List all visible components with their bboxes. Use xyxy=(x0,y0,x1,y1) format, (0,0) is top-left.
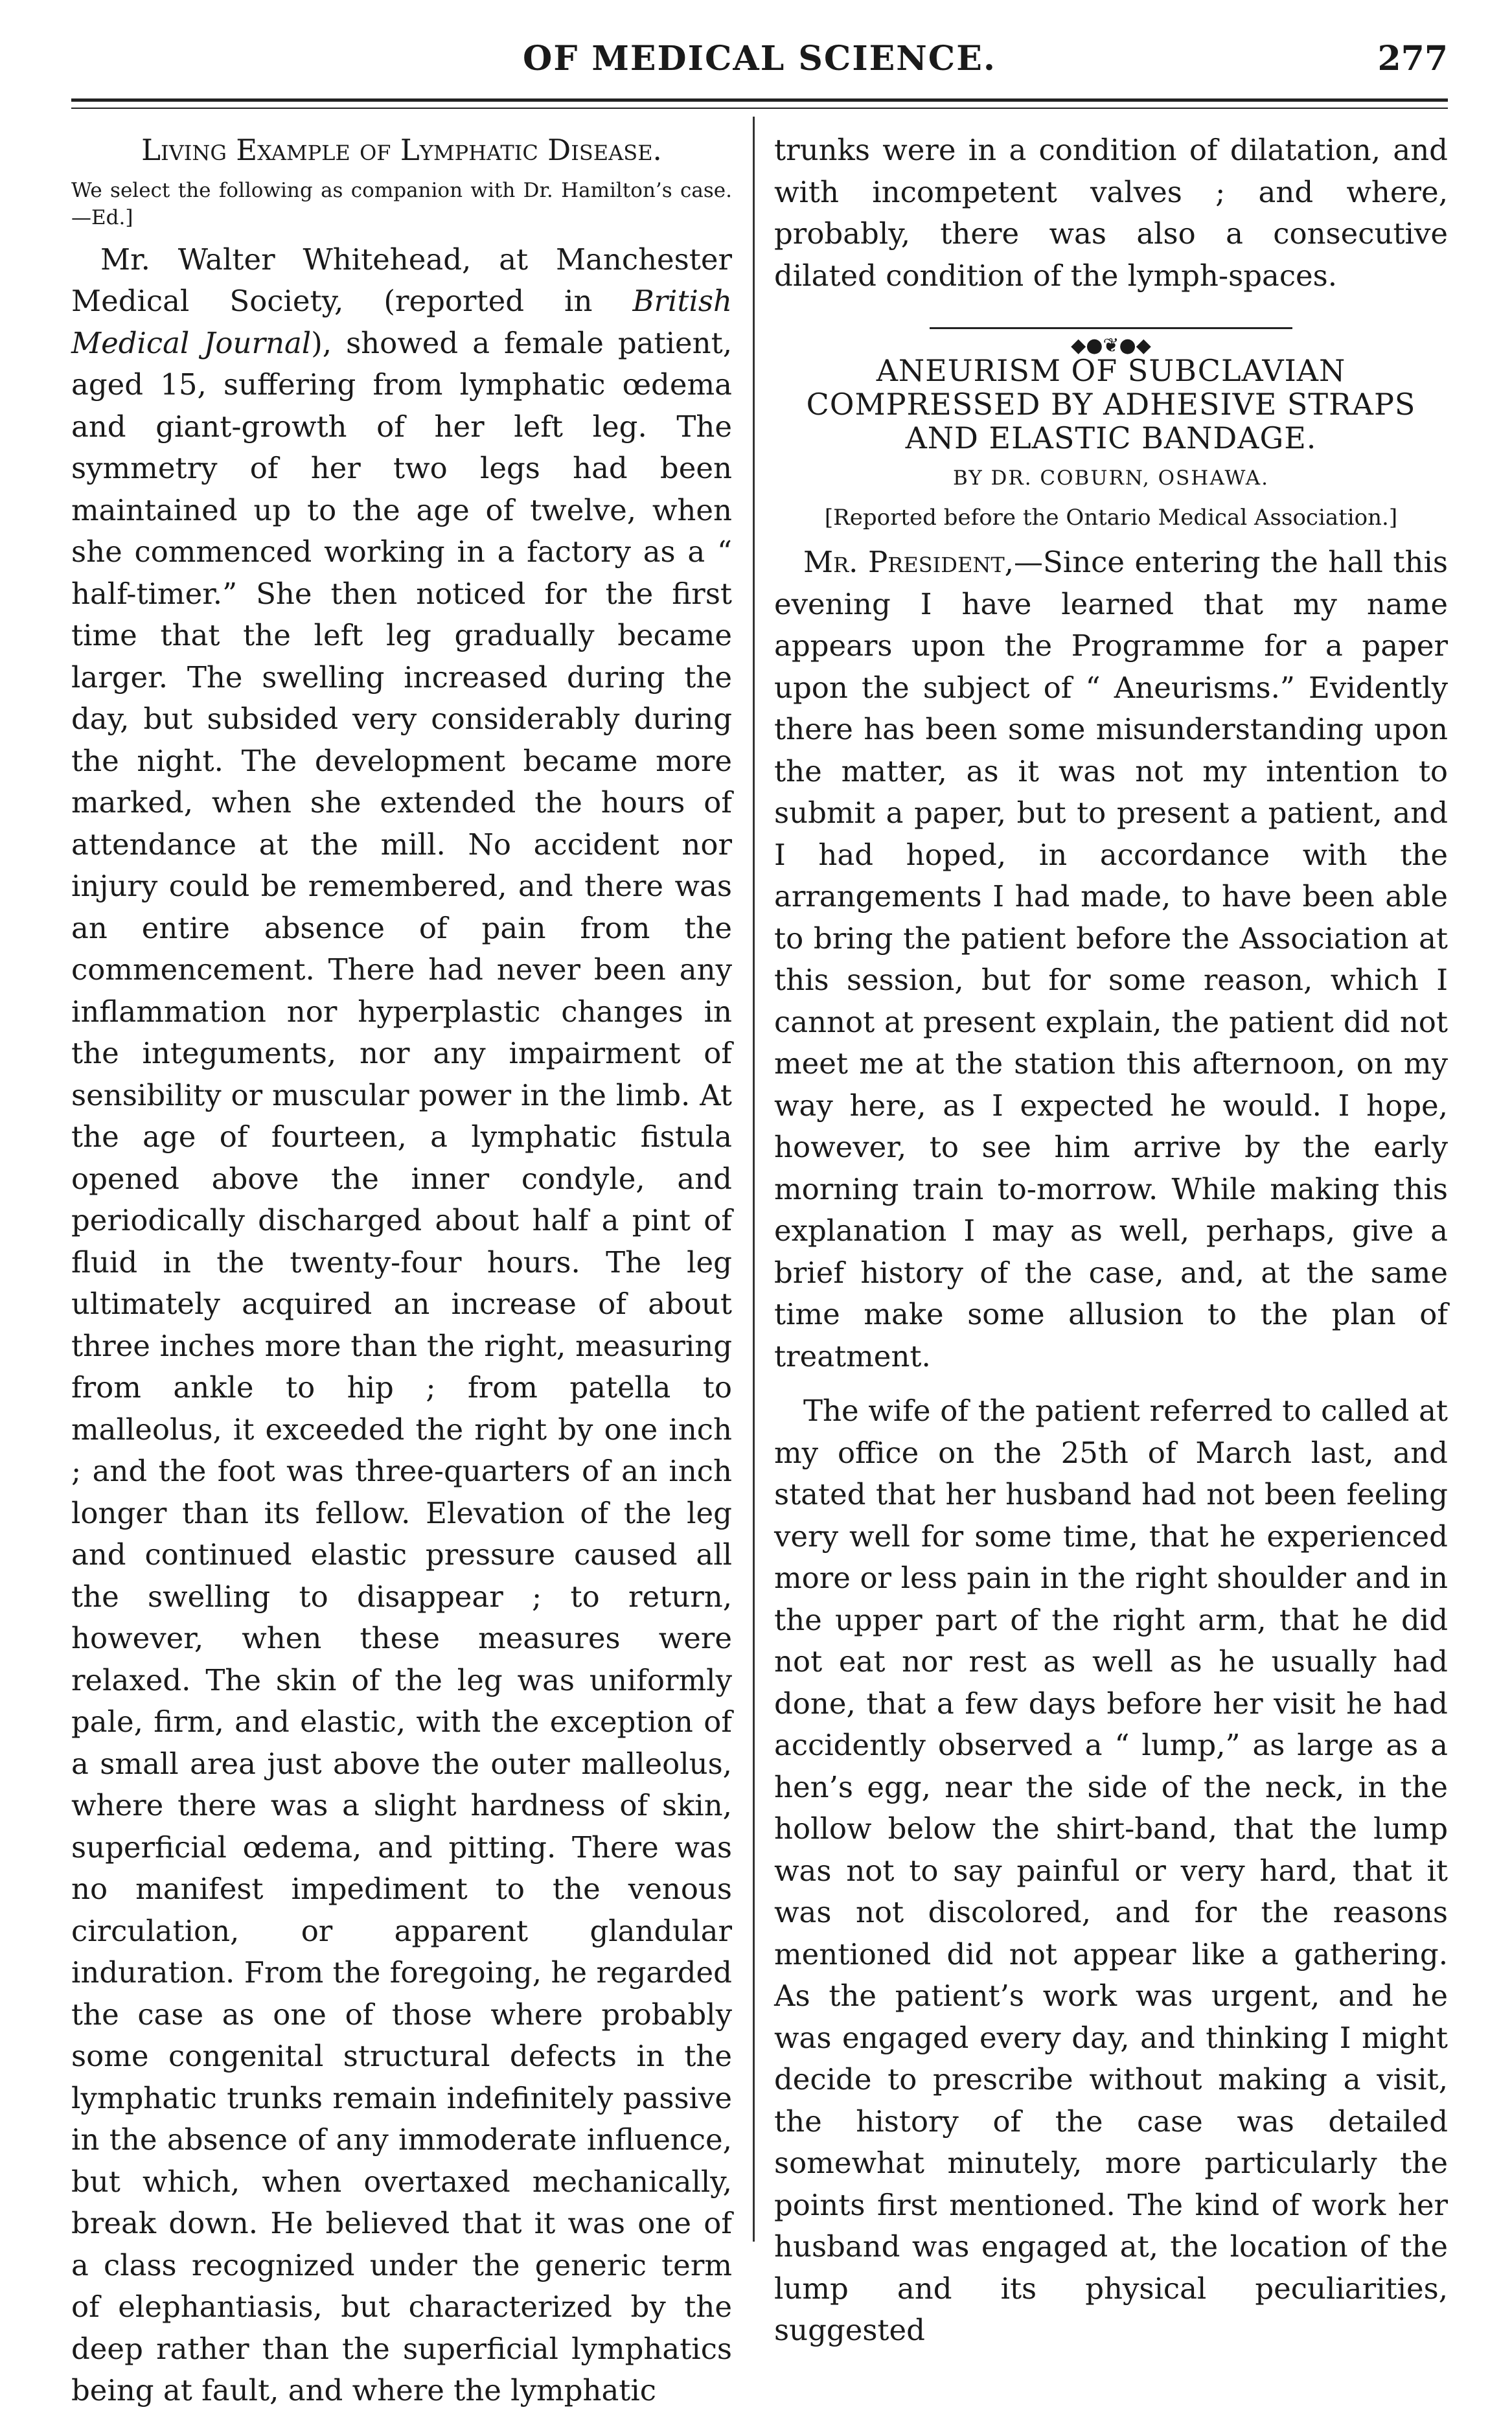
article-paragraph: The wife of the patient referred to called at my office on the 25th of March last, and stated that her husband had not been feeling very well for some time, that he experienced more or less pain in the right shoulder and in the upper part of the right arm, that he did not eat nor rest as well as he usually had done, that a few days before her visit he had accidently observed a “ lump,” as large as a hen’s egg, near the side of the neck, in the hollow below the shirt-band, that the lump was not to say painful or very hard, that it was not discolored, and for the reasons mentioned did not appear like a gathering. As the patient’s work was urgent, and he was engaged every day, and thinking I might decide to prescribe without making a visit, the history of the case was detailed somewhat minutely, more particularly the points first mentioned. The kind of work her husband was engaged at, the location of the lump and its physical peculiarities, suggested xyxy=(774,1394,1448,2347)
decorative-divider xyxy=(774,325,1448,357)
header-rule-thin xyxy=(71,108,1448,109)
continuation-paragraph: trunks were in a condition of dilatation, and with incompetent valves ; and where, probably, there was also a consecutive dilated condition of the lymph-spaces. xyxy=(774,133,1448,293)
section-title: Living Example of Lymphatic Disease. xyxy=(141,133,662,167)
right-column xyxy=(774,130,1448,2347)
paragraph-text: —Since entering the hall this evening I have learned that my name appears upon the Programme for a paper upon the subject of “ Aneurisms.” Evidently there has been some misunderstanding upon the matter, as it was not my intention to submit a paper, but to present a patient, and I had hoped, in accordance with the arrangements I had made, to have been able to bring the patient before the Association at this session, but for some reason, which I cannot at present explain, the patient did not meet me at the station this afternoon, on my way here, as I expected he would. I hope, however, to see him arrive by the early morning train to-morrow. While making this explanation I may as well, perhaps, give a brief history of the case, and, at the same time make some allusion to the plan of treatment. xyxy=(774,545,1448,1373)
editor-note: We select the following as companion with Dr. Hamilton’s case. —Ed.] xyxy=(71,178,732,229)
reported-note: [Reported before the Ontario Medical Association.] xyxy=(824,505,1398,531)
byline: BY DR. COBURN, OSHAWA. xyxy=(952,466,1270,490)
article-title: ANEURISM OF SUBCLAVIAN COMPRESSED BY ADHESIVE STRAPS AND ELASTIC BANDAGE. xyxy=(806,353,1416,455)
left-column xyxy=(71,130,732,2407)
article-paragraph xyxy=(71,239,732,2412)
column-divider xyxy=(753,117,755,2242)
journal-title: British Medical Journal xyxy=(71,284,732,360)
paragraph-text: ), showed a female patient, aged 15, suffering from lymphatic œdema and giant-growth of her left leg. The symmetry of her two legs had been maintained up to the age of twelve, when she commenced working in a factory as a “ half-timer.” She then noticed for the first time that the left leg gradually became larger. The swelling increased during the day, but subsided very considerably during the night. The development became more marked, when she extended the hours of attendance at the mill. No accident nor injury could be remembered, and there was an entire absence of pain from the commencement. There had never been any inflammation nor hyperplastic changes in the integuments, nor any impairment of sensibility or muscular power in the limb. At the age of fourteen, a lymphatic fistula opened above the inner condyle, and periodically discharged about half a pint of fluid in the twenty-four hours. The leg ultimately acquired an increase of about three inches more than the right, measuring from ankle to hip ; from patella to malleolus, it exceeded the right by one inch ; and the foot was three-quarters of an inch longer than its fellow. Elevation of the leg and continued elastic pressure caused all the swelling to disappear ; to return, however, when these measures were relaxed. The skin of the leg was uniformly pale, firm, and elastic, with the exception of a small area just above the outer malleolus, where there was a slight hardness of skin, superficial œdema, and pitting. There was no manifest impediment to the venous circulation, or apparent glandular induration. From the foregoing, he regarded the case as one of those where probably some congenital structural defects in the lymphatic trunks remain indefinitely passive in the absence of any immoderate influence, but which, when overtaxed mechanically, break down. He believed that it was one of a class recognized under the generic term of elephantiasis, but characterized by the deep rather than the superficial lymphatics being at fault, and where the lymphatic xyxy=(71,325,732,2407)
page-header xyxy=(71,39,1448,97)
page-number: 277 xyxy=(1377,39,1448,78)
divider-ornament: ◆●❦●◆ xyxy=(1066,343,1156,349)
salutation: Mr. President, xyxy=(803,545,1014,579)
header-rule-thick xyxy=(71,98,1448,102)
article-paragraph xyxy=(774,542,1448,1377)
running-head: OF MEDICAL SCIENCE. xyxy=(523,39,996,78)
divider-line xyxy=(930,327,1292,329)
paragraph-lead: Mr. Walter Whitehead, at Manchester Medical Society, (reported in xyxy=(71,242,732,318)
